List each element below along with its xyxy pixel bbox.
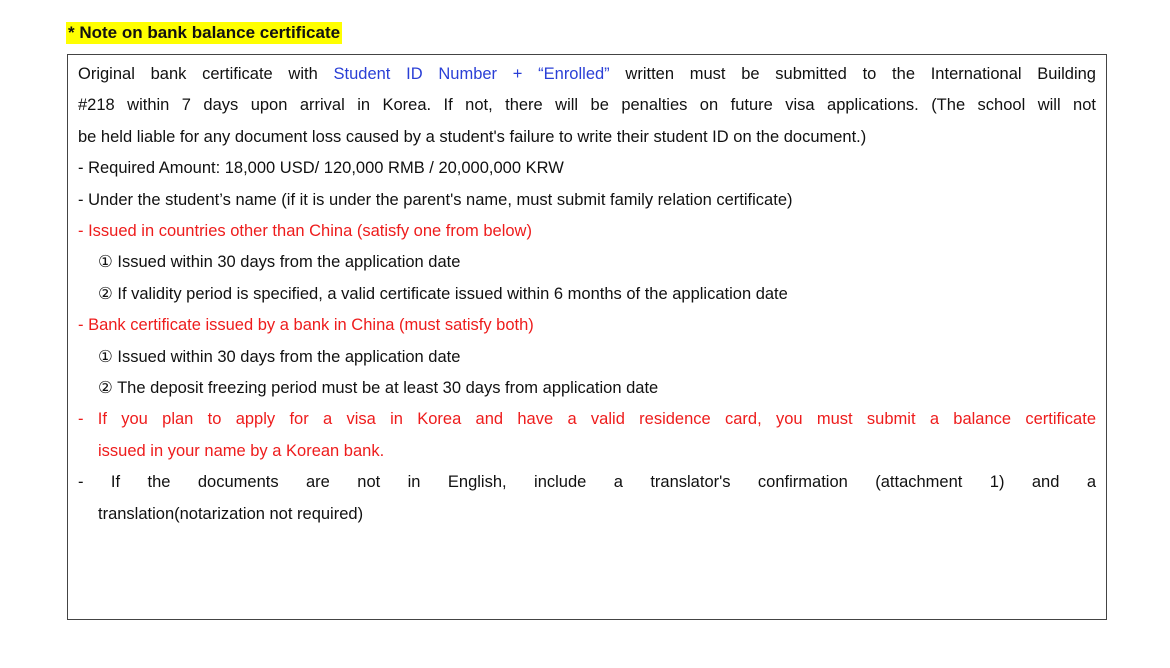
section-title: * Note on bank balance certificate bbox=[68, 23, 341, 42]
korea-visa-line-1: - If you plan to apply for a visa in Korea and have a valid residence card, you must submit a balance certificate bbox=[78, 410, 1096, 429]
china-condition-2: ② The deposit freezing period must be at least 30 days from application date bbox=[98, 379, 659, 398]
note-box bbox=[67, 54, 1107, 620]
intro-text-2: written must be submitted to the International Building bbox=[609, 65, 1096, 83]
translation-line-1: - If the documents are not in English, include a translator's confirmation (attachment 1) and a bbox=[78, 473, 1096, 492]
required-amount: - Required Amount: 18,000 USD/ 120,000 RMB / 20,000,000 KRW bbox=[78, 159, 564, 178]
non-china-heading: - Issued in countries other than China (satisfy one from below) bbox=[78, 222, 532, 241]
translation-line-2: translation(notarization not required) bbox=[98, 504, 364, 523]
intro-highlight: Student ID Number + “Enrolled” bbox=[333, 65, 610, 83]
non-china-condition-1: ① Issued within 30 days from the application date bbox=[98, 253, 461, 272]
china-heading: - Bank certificate issued by a bank in China (must satisfy both) bbox=[78, 316, 534, 335]
non-china-condition-2: ② If validity period is specified, a valid certificate issued within 6 months of the application date bbox=[98, 284, 788, 303]
china-condition-1: ① Issued within 30 days from the application date bbox=[98, 347, 461, 366]
korea-visa-line-2: issued in your name by a Korean bank. bbox=[98, 441, 385, 460]
intro-line-1 bbox=[78, 59, 1096, 90]
intro-line-2: #218 within 7 days upon arrival in Korea. If not, there will be penalties on future visa applications. (The school will not bbox=[78, 96, 1096, 115]
student-name-requirement: - Under the student’s name (if it is under the parent's name, must submit family relation certificate) bbox=[78, 190, 793, 209]
intro-text-1: Original bank certificate with bbox=[78, 65, 334, 83]
intro-line-3: be held liable for any document loss caused by a student's failure to write their student ID on the document.) bbox=[78, 127, 867, 146]
